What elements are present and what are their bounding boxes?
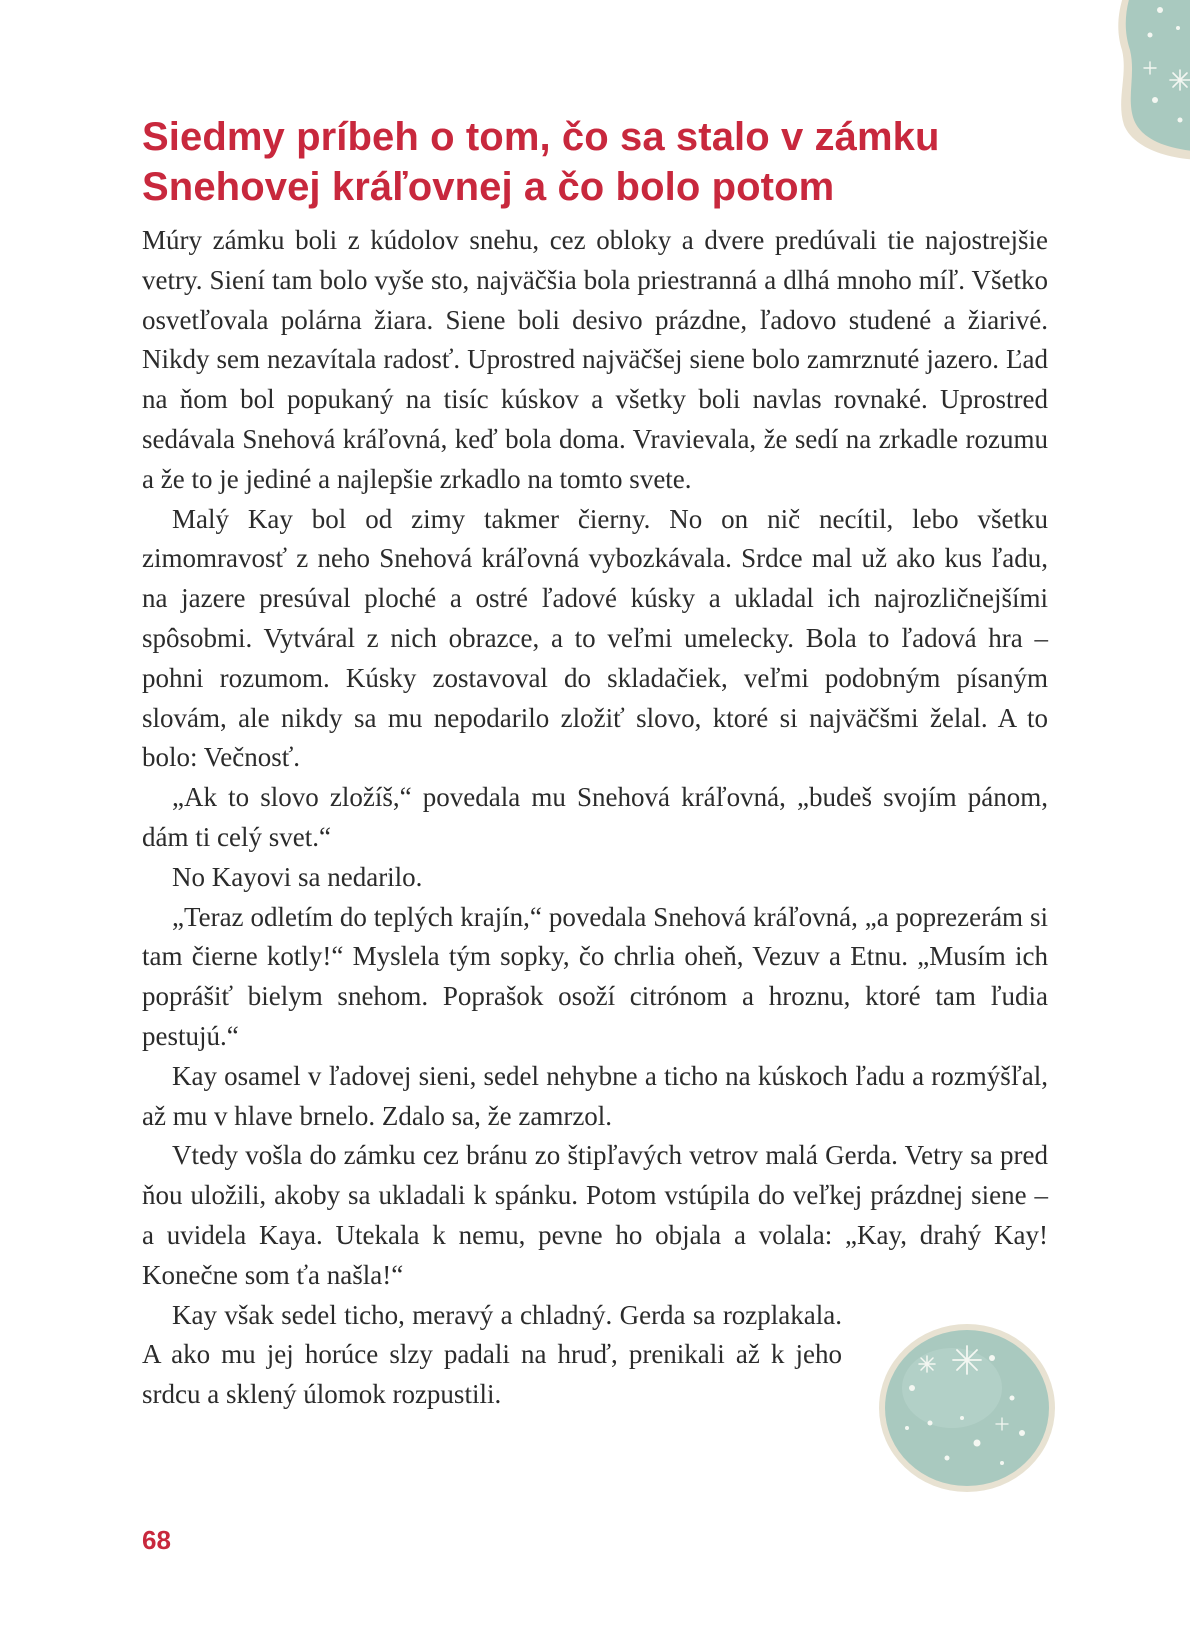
paragraph: Malý Kay bol od zimy takmer čierny. No on nič necítil, lebo všetku zimomravosť z neho Snehová kráľovná vybozkávala. Srdce mal už ako kus ľadu, na jazere presúval ploché a ostré ľadové kúsky a ukladal ich najrozličnejšími spôsobmi. Vytváral z nich obrazce, a to veľmi umelecky. Bola to ľadová hra – pohni rozumom. Kúsky zostavoval do skladačiek, veľmi podobným písaným slovám, ale nikdy sa mu nepodarilo zložiť slovo, ktoré si najväčšmi želal. A to bolo: Večnosť.: [142, 503, 1048, 773]
paragraph: No Kayovi sa nedarilo.: [172, 861, 423, 892]
story-text: [142, 221, 1048, 1415]
paragraph: „Teraz odletím do teplých krajín,“ povedala Snehová kráľovná, „a poprezerám si tam čierne kotly!“ Myslela tým sopky, čo chrlia oheň, Vezuv a Etnu. „Musím ich poprášiť bielym snehom. Poprašok osoží citrónom a hroznu, ktoré tam ľudia pestujú.“: [142, 901, 1048, 1051]
snowflake-orb-icon: [1110, 0, 1190, 165]
paragraph: Múry zámku boli z kúdolov snehu, cez obloky a dvere predúvali tie najostrejšie vetry. Siení tam bolo vyše sto, najväčšia bola priestranná a dlhá mnoho míľ. Všetko osvetľovala polárna žiara. Siene boli desivo prázdne, ľadovo studené a žiarivé. Nikdy sem nezavítala radosť. Uprostred najväčšej siene bolo zamrznuté jazero. Ľad na ňom bol popukaný na tisíc kúskov a všetky boli navlas rovnaké. Uprostred sedávala Snehová kráľovná, keď bola doma. Vravievala, že sedí na zrkadle rozumu a že to je jediné a najlepšie zrkadlo na tomto svete.: [142, 225, 1048, 494]
page-number: 68: [142, 1525, 171, 1555]
paragraph: Kay osamel v ľadovej sieni, sedel nehybne a ticho na kúskoch ľadu a rozmýšľal, až mu v hlave brnelo. Zdalo sa, že zamrzol.: [142, 1060, 1048, 1131]
chapter-title: Siedmy príbeh o tom, čo sa stalo v zámku Snehovej kráľovnej a čo bolo potom: [142, 115, 940, 209]
paragraph: Kay však sedel ticho, meravý a chladný. Gerda sa rozplakala. A ako mu jej horúce slzy padali na hruď, prenikali až k jeho srdcu a sklený úlomok rozpustili.: [142, 1299, 842, 1410]
paragraph: Vtedy vošla do zámku cez bránu zo štipľavých vetrov malá Gerda. Vetry sa pred ňou uložili, akoby sa ukladali k spánku. Potom vstúpila do veľkej prázdnej siene – a uvidela Kaya. Utekala k nemu, pevne ho objala a volala: „Kay, drahý Kay! Konečne som ťa našla!“: [142, 1140, 1048, 1290]
snowflake-orb-icon: [872, 1318, 1062, 1498]
paragraph: „Ak to slovo zložíš,“ povedala mu Snehová kráľovná, „budeš svojím pánom, dám ti celý svet.“: [142, 782, 1048, 852]
